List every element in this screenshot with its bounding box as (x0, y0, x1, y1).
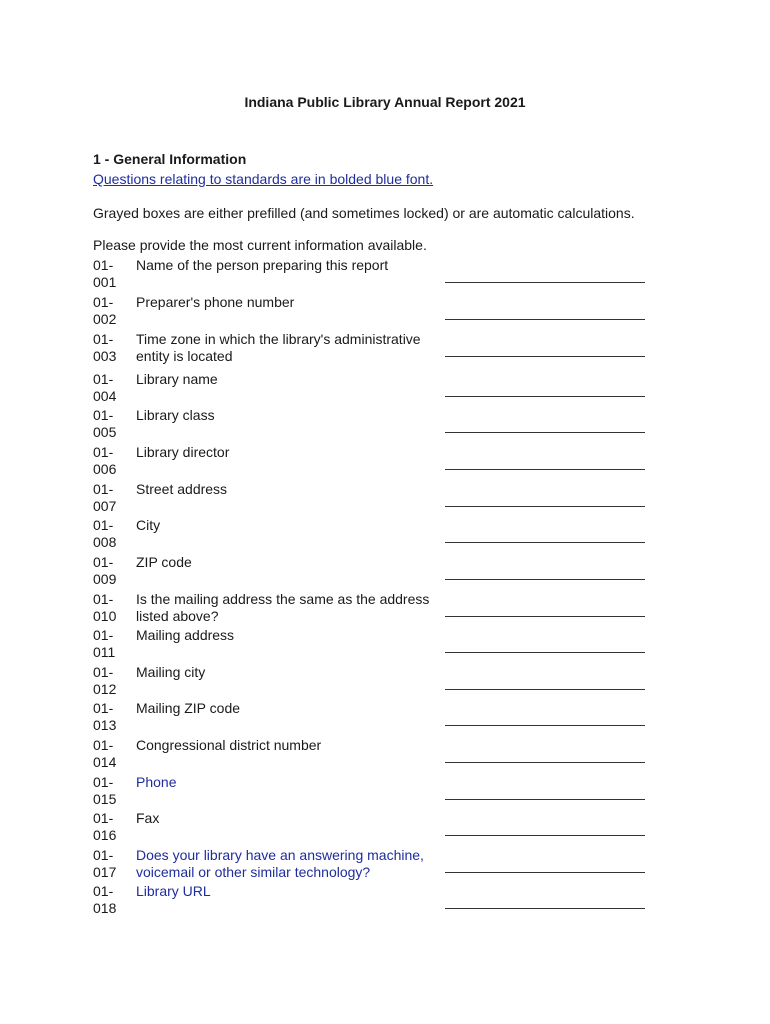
section-heading: 1 - General Information (93, 151, 247, 167)
question-label: Does your library have an answering machine, voicemail or other similar technology? (136, 847, 424, 880)
question-number: 01- 011 (93, 627, 116, 660)
question-label: City (136, 517, 161, 533)
question-number: 01- 009 (93, 554, 117, 587)
question-row (0, 883, 770, 919)
question-row (0, 664, 770, 700)
question-label: Mailing city (136, 664, 206, 680)
report-title: Indiana Public Library Annual Report 2021 (244, 94, 526, 110)
question-label: Preparer's phone number (136, 294, 295, 310)
question-row (0, 481, 770, 517)
question-row (0, 294, 770, 330)
answer-field[interactable] (445, 785, 645, 800)
question-row (0, 591, 770, 627)
question-number: 01- 007 (93, 481, 117, 514)
answer-field[interactable] (445, 565, 645, 580)
question-label: Library director (136, 444, 230, 460)
question-number: 01- 013 (93, 700, 117, 733)
answer-field[interactable] (445, 711, 645, 726)
standards-note-link[interactable]: Questions relating to standards are in bolded blue font. (93, 171, 434, 187)
question-label: Mailing ZIP code (136, 700, 241, 716)
question-number: 01- 001 (93, 257, 117, 290)
question-label: Is the mailing address the same as the address listed above? (136, 591, 430, 624)
question-number: 01- 014 (93, 737, 117, 770)
question-row (0, 371, 770, 407)
answer-field[interactable] (445, 382, 645, 397)
question-label: Library URL (136, 883, 211, 899)
question-row (0, 517, 770, 553)
question-row (0, 847, 770, 883)
question-number: 01- 004 (93, 371, 117, 404)
question-number: 01- 005 (93, 407, 117, 440)
question-label: Congressional district number (136, 737, 322, 753)
question-row (0, 444, 770, 480)
question-row (0, 700, 770, 736)
answer-field[interactable] (445, 492, 645, 507)
answer-field[interactable] (445, 858, 645, 873)
question-label: ZIP code (136, 554, 192, 570)
answer-field[interactable] (445, 675, 645, 690)
answer-field[interactable] (445, 455, 645, 470)
answer-field[interactable] (445, 748, 645, 763)
answer-field[interactable] (445, 894, 645, 909)
question-label: Fax (136, 810, 160, 826)
question-number: 01- 006 (93, 444, 117, 477)
answer-field[interactable] (445, 418, 645, 433)
question-number: 01- 016 (93, 810, 117, 843)
answer-field[interactable] (445, 342, 645, 357)
question-row (0, 774, 770, 810)
question-row (0, 810, 770, 846)
answer-field[interactable] (445, 528, 645, 543)
answer-field[interactable] (445, 602, 645, 617)
question-number: 01- 017 (93, 847, 117, 880)
question-row (0, 737, 770, 773)
answer-field[interactable] (445, 305, 645, 320)
question-number: 01- 010 (93, 591, 117, 624)
question-number: 01- 002 (93, 294, 117, 327)
question-label: Phone (136, 774, 177, 790)
provide-info-note: Please provide the most current information available. (93, 237, 427, 253)
grayed-boxes-note: Grayed boxes are either prefilled (and sometimes locked) or are automatic calculations. (93, 205, 635, 221)
question-label: Mailing address (136, 627, 235, 643)
question-label: Library name (136, 371, 218, 387)
question-row (0, 257, 770, 293)
question-number: 01- 003 (93, 331, 117, 364)
question-label: Name of the person preparing this report (136, 257, 389, 273)
answer-field[interactable] (445, 821, 645, 836)
question-row (0, 407, 770, 443)
question-row (0, 331, 770, 367)
question-number: 01- 008 (93, 517, 117, 550)
question-row (0, 627, 770, 663)
question-label: Library class (136, 407, 215, 423)
question-number: 01- 018 (93, 883, 117, 916)
question-number: 01- 012 (93, 664, 117, 697)
question-number: 01- 015 (93, 774, 117, 807)
answer-field[interactable] (445, 268, 645, 283)
answer-field[interactable] (445, 638, 645, 653)
question-label: Street address (136, 481, 228, 497)
question-row (0, 554, 770, 590)
question-label: Time zone in which the library's administrative entity is located (136, 331, 421, 364)
